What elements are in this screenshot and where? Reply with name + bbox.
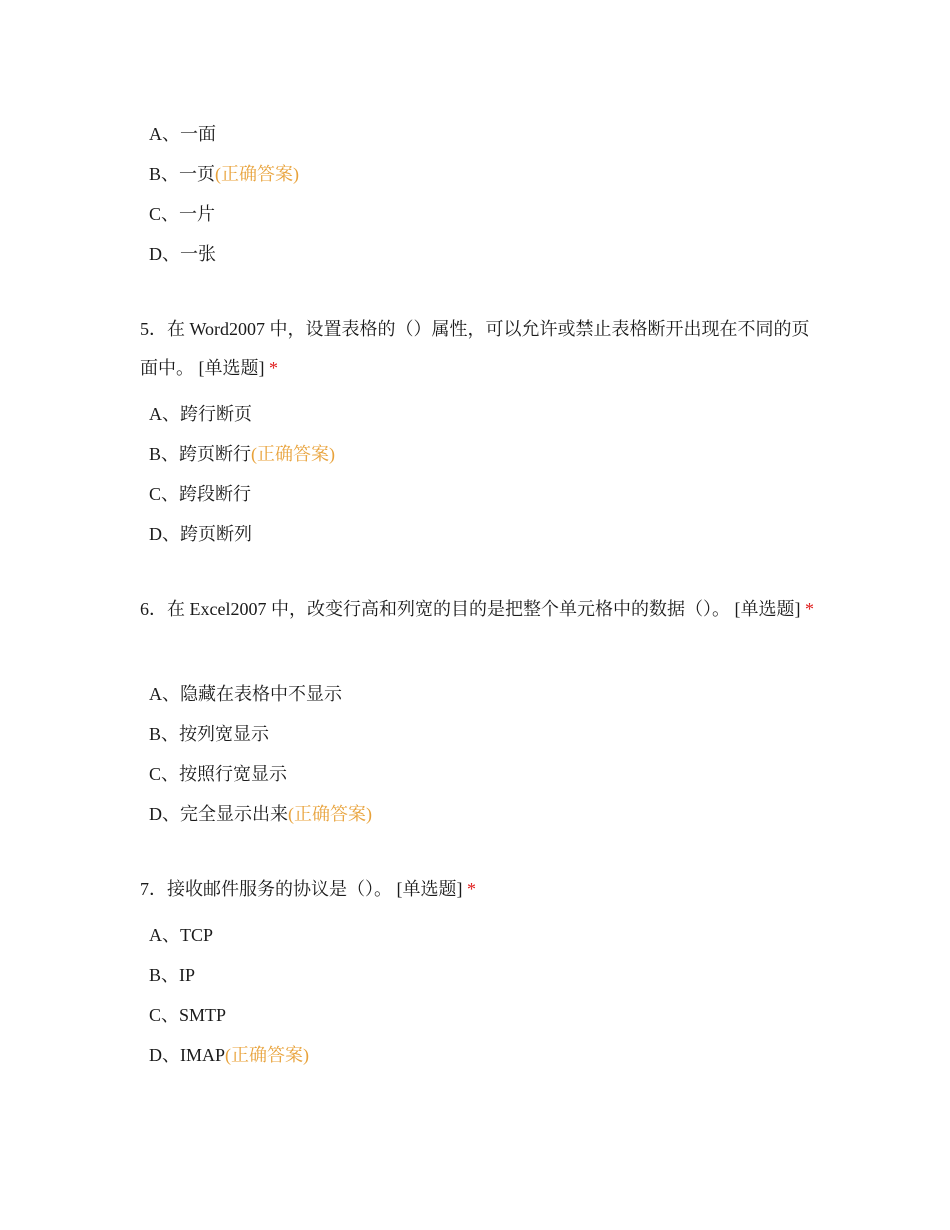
q5-question-text (140, 310, 820, 388)
correct-answer-tag: (正确答案) (225, 1045, 310, 1065)
q5-option-b (149, 441, 335, 467)
question-text: 7．接收邮件服务的协议是（）。 [单选题] (140, 879, 463, 899)
option-label: C、一片 (149, 204, 216, 224)
q6-option-d (149, 801, 372, 827)
q7-question-text (140, 870, 820, 909)
q6-option-c (149, 761, 287, 787)
q7-option-c (149, 1002, 226, 1028)
question-text: 6．在 Excel2007 中，改变行高和列宽的目的是把整个单元格中的数据（）。 [单选题] (140, 599, 801, 619)
option-label: A、一面 (149, 124, 216, 144)
q4-option-b (149, 161, 299, 187)
q5-option-a (149, 401, 252, 427)
q6-option-a (149, 681, 342, 707)
option-label: D、一张 (149, 244, 216, 264)
correct-answer-tag: (正确答案) (288, 804, 372, 824)
correct-answer-tag: (正确答案) (215, 164, 300, 184)
required-mark: * (804, 599, 814, 619)
q6-option-b (149, 721, 269, 747)
q7-option-d (149, 1042, 309, 1068)
q4-option-a (149, 121, 216, 147)
option-label: D、完全显示出来 (149, 804, 288, 824)
option-label: D、IMAP (149, 1045, 226, 1065)
option-label: C、按照行宽显示 (149, 764, 288, 784)
option-label: B、按列宽显示 (149, 724, 270, 744)
option-label: B、跨页断行 (149, 444, 252, 464)
q4-option-d (149, 241, 216, 267)
q5-option-d (149, 521, 252, 547)
option-label: A、TCP (149, 925, 214, 945)
option-label: D、跨页断列 (149, 524, 252, 544)
q7-option-b (149, 962, 195, 988)
q7-option-a (149, 922, 213, 948)
q5-option-c (149, 481, 251, 507)
correct-answer-tag: (正确答案) (251, 444, 336, 464)
required-mark: * (467, 879, 476, 899)
q6-question-text (140, 590, 820, 629)
option-label: C、跨段断行 (149, 484, 252, 504)
option-label: A、隐藏在表格中不显示 (149, 684, 342, 704)
option-label: B、IP (149, 965, 196, 985)
required-mark: * (269, 358, 278, 378)
question-text: 5．在 Word2007 中，设置表格的（）属性，可以允许或禁止表格断开出现在不同的页面中。 [单选题] (140, 319, 810, 378)
q4-option-c (149, 201, 215, 227)
option-label: B、一页 (149, 164, 216, 184)
option-label: C、SMTP (149, 1005, 227, 1025)
option-label: A、跨行断页 (149, 404, 252, 424)
